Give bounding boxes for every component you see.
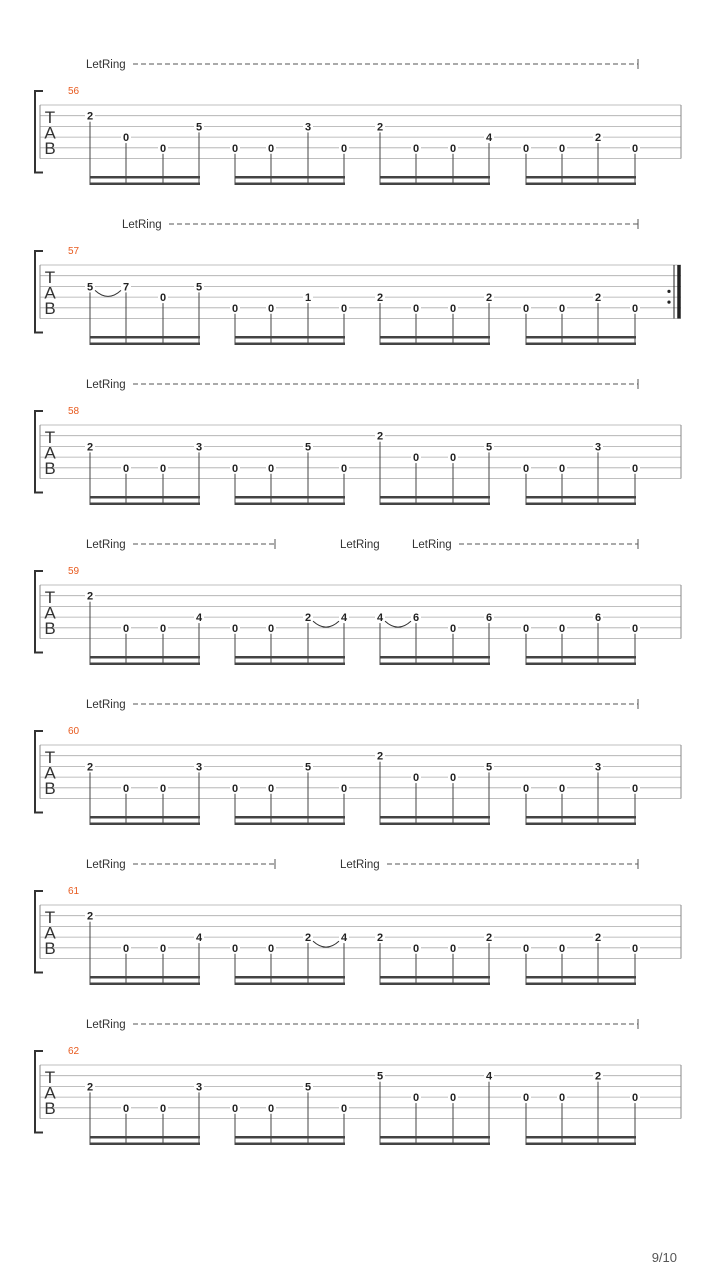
- tab-system: [35, 699, 681, 825]
- tab-clef-letter: T: [44, 268, 56, 287]
- beam: [235, 343, 345, 346]
- tab-clef-letter: A: [44, 283, 56, 303]
- tab-clef-letter: T: [44, 428, 56, 447]
- fret-number: 0: [449, 302, 457, 315]
- slur: [95, 290, 121, 296]
- beam: [90, 663, 200, 666]
- fret-number: 0: [558, 462, 566, 475]
- beam: [526, 816, 636, 819]
- fret-number: 0: [159, 292, 167, 305]
- tab-clef-letter: A: [44, 603, 56, 623]
- tab-clef-letter: B: [44, 779, 56, 798]
- fret-number: 0: [267, 622, 275, 635]
- fret-number: 0: [267, 782, 275, 795]
- fret-number: 0: [412, 1092, 420, 1105]
- fret-number: 0: [122, 132, 130, 145]
- system-brace: [35, 891, 43, 973]
- tab-system: [35, 379, 681, 505]
- beam: [526, 656, 636, 659]
- beam: [526, 183, 636, 186]
- tab-clef-letter: B: [44, 939, 56, 958]
- fret-number: 4: [195, 932, 203, 945]
- fret-number: 0: [558, 302, 566, 315]
- beam: [380, 976, 490, 979]
- fret-number: 0: [231, 1102, 239, 1115]
- beam: [380, 823, 490, 826]
- fret-number: 0: [122, 622, 130, 635]
- fret-number: 0: [631, 462, 639, 475]
- fret-number: 0: [558, 1092, 566, 1105]
- fret-number: 5: [86, 281, 94, 294]
- tab-clef-letter: A: [44, 923, 56, 943]
- fret-number: 0: [122, 782, 130, 795]
- beam: [90, 1143, 200, 1146]
- fret-number: 2: [86, 761, 94, 774]
- page-number: 9/10: [651, 1250, 677, 1265]
- fret-number: 0: [449, 142, 457, 155]
- fret-number: 0: [340, 1102, 348, 1115]
- fret-number: 0: [449, 942, 457, 955]
- fret-number: 0: [231, 622, 239, 635]
- beam: [380, 496, 490, 499]
- beam: [380, 176, 490, 179]
- fret-number: 0: [159, 622, 167, 635]
- fret-number: 2: [86, 110, 94, 123]
- fret-number: 0: [267, 302, 275, 315]
- beam: [90, 176, 200, 179]
- tab-clef-letter: T: [44, 108, 56, 127]
- fret-number: 0: [631, 942, 639, 955]
- beam: [90, 503, 200, 506]
- beam: [235, 663, 345, 666]
- beam: [526, 343, 636, 346]
- beam: [235, 816, 345, 819]
- fret-number: 0: [631, 142, 639, 155]
- beam: [90, 823, 200, 826]
- fret-number: 0: [558, 782, 566, 795]
- beam: [526, 663, 636, 666]
- fret-number: 4: [195, 612, 203, 625]
- fret-number: 0: [159, 1102, 167, 1115]
- fret-number: 2: [485, 932, 493, 945]
- let-ring-label: LetRing: [340, 859, 380, 871]
- fret-number: 4: [485, 1070, 493, 1083]
- fret-number: 0: [449, 1092, 457, 1105]
- fret-number: 0: [340, 782, 348, 795]
- fret-number: 2: [86, 910, 94, 923]
- beam: [235, 1136, 345, 1139]
- fret-number: 4: [340, 932, 348, 945]
- beam: [526, 336, 636, 339]
- measure-number: 61: [68, 886, 80, 897]
- repeat-dot: [667, 301, 670, 304]
- fret-number: 0: [449, 772, 457, 785]
- fret-number: 3: [195, 441, 203, 454]
- beam: [526, 503, 636, 506]
- fret-number: 2: [376, 121, 384, 134]
- fret-number: 2: [376, 430, 384, 443]
- fret-number: 3: [594, 761, 602, 774]
- tab-clef-letter: B: [44, 619, 56, 638]
- fret-number: 0: [122, 942, 130, 955]
- beam: [235, 183, 345, 186]
- fret-number: 2: [376, 292, 384, 305]
- beam: [90, 1136, 200, 1139]
- fret-number: 0: [340, 142, 348, 155]
- let-ring-label: LetRing: [86, 539, 126, 551]
- fret-number: 1: [304, 292, 312, 305]
- let-ring-label: LetRing: [86, 859, 126, 871]
- fret-number: 2: [86, 590, 94, 603]
- tab-clef-letter: A: [44, 443, 56, 463]
- beam: [90, 983, 200, 986]
- fret-number: 3: [304, 121, 312, 134]
- beam: [526, 1136, 636, 1139]
- tab-clef-letter: T: [44, 748, 56, 767]
- let-ring-label: LetRing: [86, 1019, 126, 1031]
- beam: [380, 983, 490, 986]
- fret-number: 0: [412, 142, 420, 155]
- fret-number: 4: [376, 612, 384, 625]
- fret-number: 0: [159, 142, 167, 155]
- beam: [90, 976, 200, 979]
- beam: [90, 816, 200, 819]
- system-brace: [35, 411, 43, 493]
- fret-number: 0: [231, 782, 239, 795]
- slur: [313, 941, 339, 947]
- fret-number: 0: [449, 452, 457, 465]
- slur: [385, 621, 411, 627]
- tab-clef-letter: B: [44, 459, 56, 478]
- tab-clef-letter: A: [44, 123, 56, 143]
- fret-number: 2: [594, 932, 602, 945]
- tab-system: [35, 219, 681, 345]
- measure-number: 58: [68, 406, 80, 417]
- fret-number: 5: [485, 441, 493, 454]
- beam: [235, 976, 345, 979]
- fret-number: 5: [485, 761, 493, 774]
- fret-number: 0: [522, 302, 530, 315]
- beam: [235, 336, 345, 339]
- fret-number: 0: [412, 452, 420, 465]
- measure-number: 56: [68, 86, 80, 97]
- beam: [526, 976, 636, 979]
- fret-number: 5: [195, 121, 203, 134]
- fret-number: 5: [304, 1081, 312, 1094]
- fret-number: 0: [340, 462, 348, 475]
- beam: [526, 823, 636, 826]
- fret-number: 2: [304, 612, 312, 625]
- fret-number: 0: [558, 622, 566, 635]
- let-ring-label: LetRing: [122, 219, 162, 231]
- fret-number: 0: [631, 302, 639, 315]
- let-ring-label: LetRing: [412, 539, 452, 551]
- tab-clef-letter: B: [44, 139, 56, 158]
- repeat-dot: [667, 290, 670, 293]
- fret-number: 0: [159, 462, 167, 475]
- beam: [380, 503, 490, 506]
- fret-number: 0: [340, 302, 348, 315]
- let-ring-label: LetRing: [86, 699, 126, 711]
- let-ring-label: LetRing: [86, 59, 126, 71]
- tab-clef-letter: T: [44, 1068, 56, 1087]
- tab-system: [35, 1019, 681, 1145]
- beam: [380, 336, 490, 339]
- fret-number: 0: [631, 782, 639, 795]
- measure-number: 60: [68, 726, 80, 737]
- tab-system: [35, 59, 681, 185]
- fret-number: 4: [485, 132, 493, 145]
- fret-number: 0: [412, 942, 420, 955]
- fret-number: 0: [159, 942, 167, 955]
- fret-number: 0: [522, 782, 530, 795]
- fret-number: 2: [304, 932, 312, 945]
- beam: [526, 1143, 636, 1146]
- beam: [235, 983, 345, 986]
- let-ring-label: LetRing: [340, 539, 380, 551]
- fret-number: 7: [122, 281, 130, 294]
- fret-number: 3: [195, 1081, 203, 1094]
- fret-number: 3: [594, 441, 602, 454]
- fret-number: 0: [267, 942, 275, 955]
- fret-number: 0: [522, 462, 530, 475]
- beam: [90, 183, 200, 186]
- fret-number: 0: [267, 142, 275, 155]
- system-brace: [35, 731, 43, 813]
- fret-number: 3: [195, 761, 203, 774]
- beam: [380, 663, 490, 666]
- beam: [380, 656, 490, 659]
- beam: [526, 176, 636, 179]
- let-ring-label: LetRing: [86, 379, 126, 391]
- system-brace: [35, 1051, 43, 1133]
- fret-number: 0: [522, 142, 530, 155]
- fret-number: 0: [231, 942, 239, 955]
- fret-number: 6: [412, 612, 420, 625]
- beam: [380, 1136, 490, 1139]
- beam: [235, 496, 345, 499]
- fret-number: 0: [231, 462, 239, 475]
- tab-clef-letter: B: [44, 1099, 56, 1118]
- fret-number: 0: [631, 1092, 639, 1105]
- fret-number: 6: [594, 612, 602, 625]
- fret-number: 0: [231, 302, 239, 315]
- beam: [380, 343, 490, 346]
- fret-number: 0: [522, 622, 530, 635]
- fret-number: 0: [412, 772, 420, 785]
- tab-clef-letter: B: [44, 299, 56, 318]
- beam: [526, 983, 636, 986]
- fret-number: 0: [231, 142, 239, 155]
- system-brace: [35, 251, 43, 333]
- beam: [380, 816, 490, 819]
- fret-number: 0: [522, 942, 530, 955]
- fret-number: 0: [412, 302, 420, 315]
- measure-number: 62: [68, 1046, 80, 1057]
- fret-number: 2: [594, 1070, 602, 1083]
- beam: [90, 336, 200, 339]
- fret-number: 0: [449, 622, 457, 635]
- fret-number: 2: [86, 1081, 94, 1094]
- fret-number: 0: [267, 462, 275, 475]
- fret-number: 0: [122, 462, 130, 475]
- fret-number: 2: [594, 132, 602, 145]
- fret-number: 5: [304, 441, 312, 454]
- fret-number: 5: [195, 281, 203, 294]
- beam: [235, 176, 345, 179]
- beam: [380, 1143, 490, 1146]
- fret-number: 5: [304, 761, 312, 774]
- tab-clef-letter: T: [44, 588, 56, 607]
- measure-number: 59: [68, 566, 80, 577]
- fret-number: 6: [485, 612, 493, 625]
- fret-number: 2: [485, 292, 493, 305]
- tab-clef-letter: T: [44, 908, 56, 927]
- beam: [235, 823, 345, 826]
- fret-number: 2: [594, 292, 602, 305]
- fret-number: 2: [376, 932, 384, 945]
- fret-number: 0: [631, 622, 639, 635]
- tab-clef-letter: A: [44, 1083, 56, 1103]
- fret-number: 4: [340, 612, 348, 625]
- beam: [90, 496, 200, 499]
- fret-number: 2: [376, 750, 384, 763]
- tab-system: [35, 859, 681, 985]
- beam: [526, 496, 636, 499]
- beam: [235, 503, 345, 506]
- system-brace: [35, 91, 43, 173]
- tab-clef-letter: A: [44, 763, 56, 783]
- system-brace: [35, 571, 43, 653]
- measure-number: 57: [68, 246, 80, 257]
- fret-number: 0: [267, 1102, 275, 1115]
- beam: [380, 183, 490, 186]
- beam: [235, 656, 345, 659]
- fret-number: 2: [86, 441, 94, 454]
- beam: [90, 656, 200, 659]
- tab-system: [35, 539, 681, 665]
- fret-number: 0: [558, 142, 566, 155]
- fret-number: 0: [159, 782, 167, 795]
- slur: [313, 621, 339, 627]
- fret-number: 5: [376, 1070, 384, 1083]
- fret-number: 0: [122, 1102, 130, 1115]
- beam: [90, 343, 200, 346]
- beam: [235, 1143, 345, 1146]
- fret-number: 0: [558, 942, 566, 955]
- fret-number: 0: [522, 1092, 530, 1105]
